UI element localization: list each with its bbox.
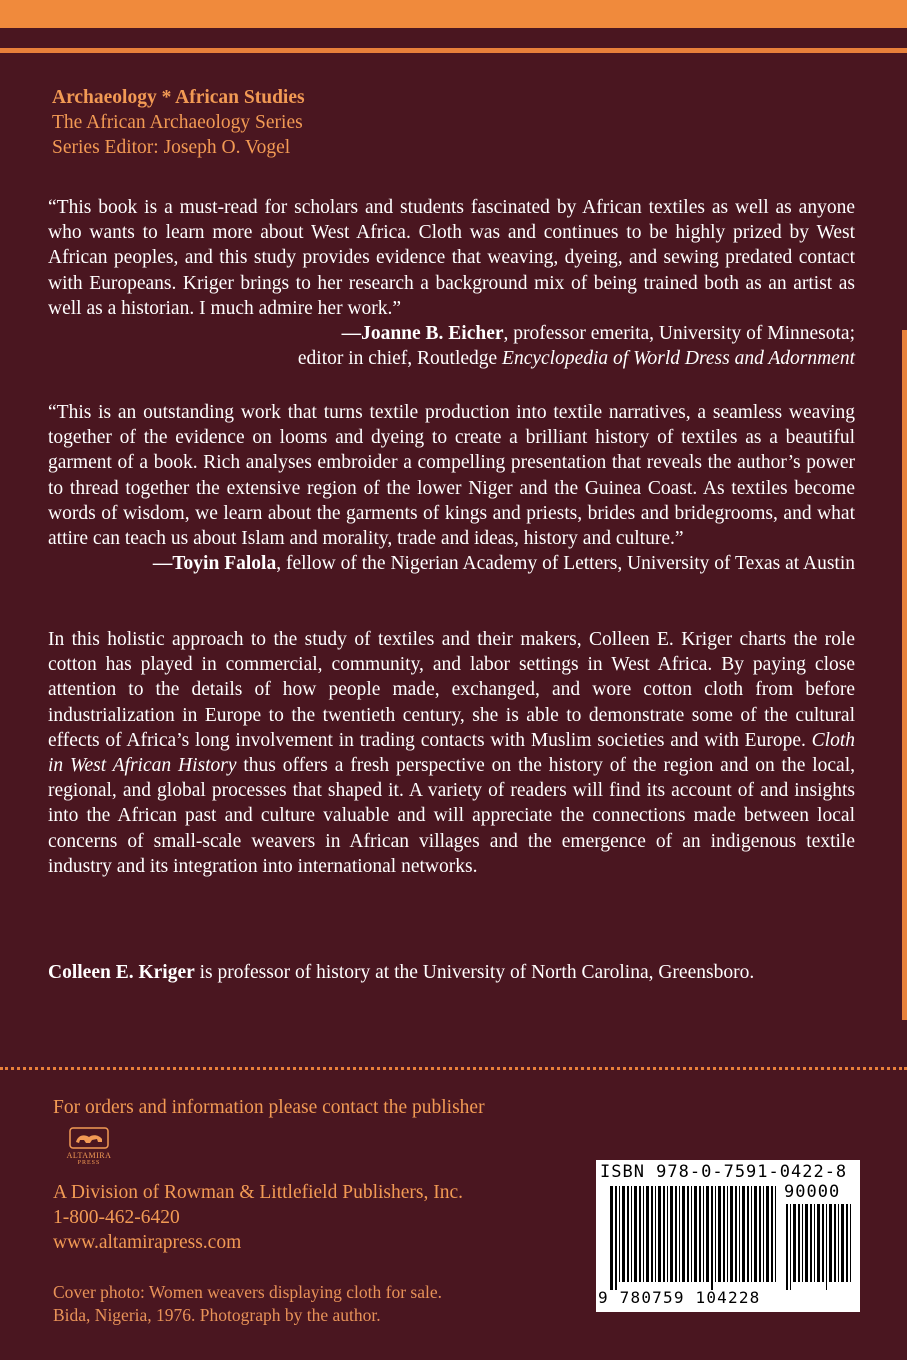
- barcode-bar: [739, 1186, 740, 1282]
- cover-credit-line1: Cover photo: Women weavers displaying cloth for sale.: [53, 1282, 443, 1302]
- addon-barcode-bars: [786, 1204, 852, 1290]
- barcode-bar: [826, 1204, 827, 1290]
- attribution-book-title: Encyclopedia of World Dress and Adornment: [502, 348, 855, 370]
- barcode-bar: [786, 1204, 788, 1290]
- lion-icon: [68, 1125, 110, 1151]
- barcode-bar: [634, 1186, 637, 1282]
- attribution-name: Toyin Falola: [172, 553, 277, 575]
- barcode-bar: [817, 1204, 820, 1282]
- barcode-bar: [703, 1186, 704, 1282]
- barcode-bar: [802, 1204, 803, 1282]
- barcode-bar: [742, 1186, 745, 1282]
- barcode-bar: [805, 1204, 808, 1282]
- barcode-bar: [691, 1186, 692, 1282]
- book-description: [48, 627, 855, 879]
- barcode-bar: [631, 1186, 632, 1282]
- bio-name: Colleen E. Kriger: [48, 962, 195, 983]
- barcode-bar: [694, 1186, 697, 1282]
- top-orange-band: [0, 0, 907, 28]
- barcode-bar: [763, 1186, 764, 1282]
- endorsement-attribution: [48, 551, 855, 576]
- barcode-bar: [838, 1204, 839, 1282]
- barcode-bar: [615, 1186, 617, 1290]
- barcode-bar: [841, 1204, 844, 1282]
- barcode-bar: [655, 1186, 656, 1282]
- top-orange-rule: [0, 48, 907, 53]
- barcode-bar: [810, 1204, 812, 1282]
- cover-credit-line2: Bida, Nigeria, 1976. Photograph by the author.: [53, 1305, 381, 1325]
- description-book-title: Cloth in West African History: [48, 729, 855, 777]
- endorsement-text: “This is an outstanding work that turns textile production into textile narratives, a seamless weaving together of the evidence on looms and dyeing to create a brilliant history of textiles as a beautiful garment of a book. Rich analyses embroider a compelling presentation that reveals the author’s power to thread together the extensive region of the lower Niger and the Guinea Coast. As textiles become words of wisdom, we learn about the garments of kings and priests, brides and bridegrooms, and what attire can teach us about Islam and morality, trade and ideas, history and culture.”: [48, 402, 855, 550]
- attribution-title: , professor emerita, University of Minnesota;: [503, 323, 855, 345]
- barcode-bar: [667, 1186, 668, 1282]
- barcode-bar: [834, 1204, 836, 1282]
- right-orange-strip: [902, 330, 907, 1020]
- altamira-logo: [62, 1125, 116, 1171]
- barcode-bar: [627, 1186, 629, 1282]
- cover-photo-credit: [53, 1281, 442, 1327]
- logo-press: PRESS: [77, 1160, 101, 1166]
- endorsement-falola: [48, 400, 855, 576]
- publisher-phone: 1-800-462-6420: [53, 1207, 180, 1228]
- isbn-text: ISBN 978-0-7591-0422-8: [600, 1162, 848, 1182]
- series-info: [52, 85, 305, 160]
- barcode-bar: [699, 1186, 701, 1282]
- attribution-line2-prefix: editor in chief, Routledge: [297, 348, 503, 370]
- barcode-bar: [643, 1186, 644, 1282]
- barcode-bar: [766, 1186, 769, 1282]
- ean-digits: 9 780759 104228: [598, 1288, 761, 1307]
- endorsement-eicher: [48, 195, 855, 371]
- series-subjects: Archaeology * African Studies: [52, 87, 305, 108]
- barcode-bar: [715, 1186, 716, 1282]
- attribution-name: Joanne B. Eicher: [361, 323, 504, 345]
- ean-barcode-bars: [610, 1186, 778, 1290]
- logo-brand: ALTAMIRA: [66, 1151, 112, 1160]
- barcode-bar: [814, 1204, 815, 1282]
- dotted-divider: [0, 1067, 907, 1070]
- attribution-title: , fellow of the Nigerian Academy of Letters, University of Texas at Austin: [276, 553, 855, 575]
- orders-line: For orders and information please contact the publisher: [53, 1097, 485, 1118]
- barcode-bar: [850, 1204, 851, 1282]
- barcode-bar: [822, 1204, 824, 1282]
- barcode-bar: [829, 1204, 832, 1282]
- publisher-info: [53, 1180, 463, 1255]
- barcode-bar: [775, 1186, 776, 1282]
- barcode-bar: [751, 1186, 752, 1282]
- barcode-bar: [663, 1186, 665, 1282]
- price-code: 90000: [784, 1182, 841, 1202]
- barcode-bar: [730, 1186, 733, 1282]
- series-editor: Series Editor: Joseph O. Vogel: [52, 137, 291, 158]
- description-part1: In this holistic approach to the study of textiles and their makers, Colleen E. Kriger charts the role cotton has played in commercial, community, and labor settings in West Africa. By paying close attention to the details of how people made, exchanged, and wore cotton cloth from before industrialization in Europe to the twentieth century, she is able to demonstrate some of the cultural effects of Africa’s long involvement in trading contacts with Muslim societies and with Europe.: [48, 629, 855, 751]
- bio-text: is professor of history at the University of North Carolina, Greensboro.: [194, 962, 755, 983]
- barcode-bar: [658, 1186, 661, 1282]
- barcode-bar: [682, 1186, 685, 1282]
- barcode-bar: [723, 1186, 725, 1282]
- isbn-barcode: [596, 1160, 860, 1312]
- series-name: The African Archaeology Series: [52, 112, 303, 133]
- barcode-bar: [727, 1186, 728, 1282]
- barcode-bar: [771, 1186, 773, 1282]
- barcode-bar: [622, 1186, 625, 1282]
- barcode-bar: [619, 1186, 620, 1282]
- barcode-bar: [670, 1186, 673, 1282]
- barcode-bar: [793, 1204, 796, 1282]
- author-bio: [48, 960, 855, 985]
- barcode-bar: [675, 1186, 677, 1282]
- barcode-bar: [610, 1186, 613, 1290]
- barcode-bar: [790, 1204, 791, 1290]
- barcode-bar: [754, 1186, 757, 1282]
- barcode-bar: [846, 1204, 848, 1282]
- barcode-bar: [759, 1186, 761, 1282]
- publisher-website: www.altamirapress.com: [53, 1232, 242, 1253]
- barcode-bar: [718, 1186, 721, 1282]
- barcode-bar: [706, 1186, 709, 1282]
- barcode-bar: [651, 1186, 653, 1282]
- publisher-division: A Division of Rowman & Littlefield Publishers, Inc.: [53, 1182, 464, 1203]
- barcode-bar: [747, 1186, 749, 1282]
- endorsement-text: “This book is a must-read for scholars and students fascinated by African textiles as well as anyone who wants to learn more about West Africa. Cloth was and continues to be highly prized by West African peoples, and this study provides evidence that weaving, dyeing, and sewing predated contact with Europeans. Kriger brings to her research a background mix of being trained both as an artist as well as a historian. I much admire her work.”: [48, 197, 855, 319]
- barcode-bar: [711, 1186, 713, 1290]
- barcode-bar: [646, 1186, 649, 1282]
- barcode-bar: [687, 1186, 689, 1282]
- endorsement-attribution: [48, 321, 855, 346]
- barcode-bar: [735, 1186, 737, 1282]
- barcode-bar: [798, 1204, 800, 1282]
- barcode-bar: [639, 1186, 641, 1282]
- endorsement-attribution-line2: [48, 346, 855, 371]
- description-part2: thus offers a fresh perspective on the history of the region and on the local, regional, and global processes that shaped it. A variety of readers will find its account of and insights into the African past and culture valuable and will appreciate the connections made between local concerns of small-scale weavers in African villages and the emergence of an indigenous textile industry and its integration into international networks.: [48, 755, 855, 877]
- barcode-bar: [679, 1186, 680, 1282]
- attribution-dash: —: [152, 553, 173, 575]
- attribution-dash: —: [341, 323, 362, 345]
